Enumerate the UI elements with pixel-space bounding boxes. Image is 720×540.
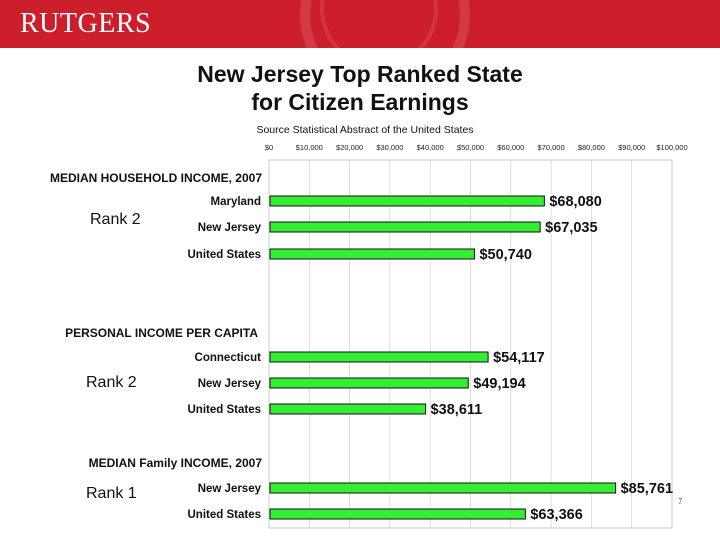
category-label: United States [187, 404, 261, 416]
x-tick-label: $90,000 [618, 143, 646, 152]
rank-label-household: Rank 2 [90, 211, 141, 228]
bar [270, 483, 616, 493]
x-tick-label: $70,000 [537, 143, 565, 152]
x-tick-label: $20,000 [336, 143, 364, 152]
bar [270, 404, 426, 414]
data-label: $63,366 [530, 507, 583, 523]
x-tick-label: $10,000 [295, 143, 323, 152]
group-title: PERSONAL INCOME PER CAPITA [65, 326, 258, 340]
bar [270, 509, 525, 519]
data-label: $49,194 [473, 376, 526, 392]
data-label: $50,740 [479, 247, 532, 263]
data-label: $67,035 [545, 220, 598, 236]
x-tick-label: $30,000 [376, 143, 404, 152]
group-title: MEDIAN HOUSEHOLD INCOME, 2007 [49, 171, 262, 185]
category-label: Maryland [210, 196, 261, 208]
slide-title-line-1: New Jersey Top Ranked State [197, 61, 523, 87]
bar [270, 249, 474, 259]
data-label: $38,611 [430, 402, 483, 418]
x-tick-label: $40,000 [416, 143, 444, 152]
bar [270, 222, 540, 232]
x-tick-label: $100,000 [656, 143, 688, 152]
page-number: 7 [678, 497, 683, 506]
category-label: United States [187, 509, 261, 521]
bar [270, 352, 488, 362]
category-label: Connecticut [194, 352, 261, 364]
group-title: MEDIAN Family INCOME, 2007 [88, 456, 262, 470]
category-label: United States [187, 249, 261, 261]
category-label: New Jersey [197, 378, 261, 390]
category-label: New Jersey [197, 483, 261, 495]
data-label: $68,080 [549, 194, 602, 210]
x-tick-label: $60,000 [497, 143, 525, 152]
rank-label-per-capita: Rank 2 [86, 374, 137, 391]
source-note: Source Statistical Abstract of the United States [256, 124, 474, 136]
x-tick-label: $0 [264, 143, 274, 152]
data-label: $85,761 [620, 481, 674, 497]
bar [270, 378, 468, 388]
bar [270, 196, 544, 206]
rutgers-logo: RUTGERS [20, 8, 152, 39]
x-tick-label: $50,000 [456, 143, 485, 152]
slide-title-line-2: for Citizen Earnings [251, 89, 469, 115]
category-label: New Jersey [197, 222, 261, 234]
data-label: $54,117 [493, 350, 545, 366]
rank-label-family: Rank 1 [86, 485, 137, 502]
x-tick-label: $80,000 [577, 143, 605, 152]
